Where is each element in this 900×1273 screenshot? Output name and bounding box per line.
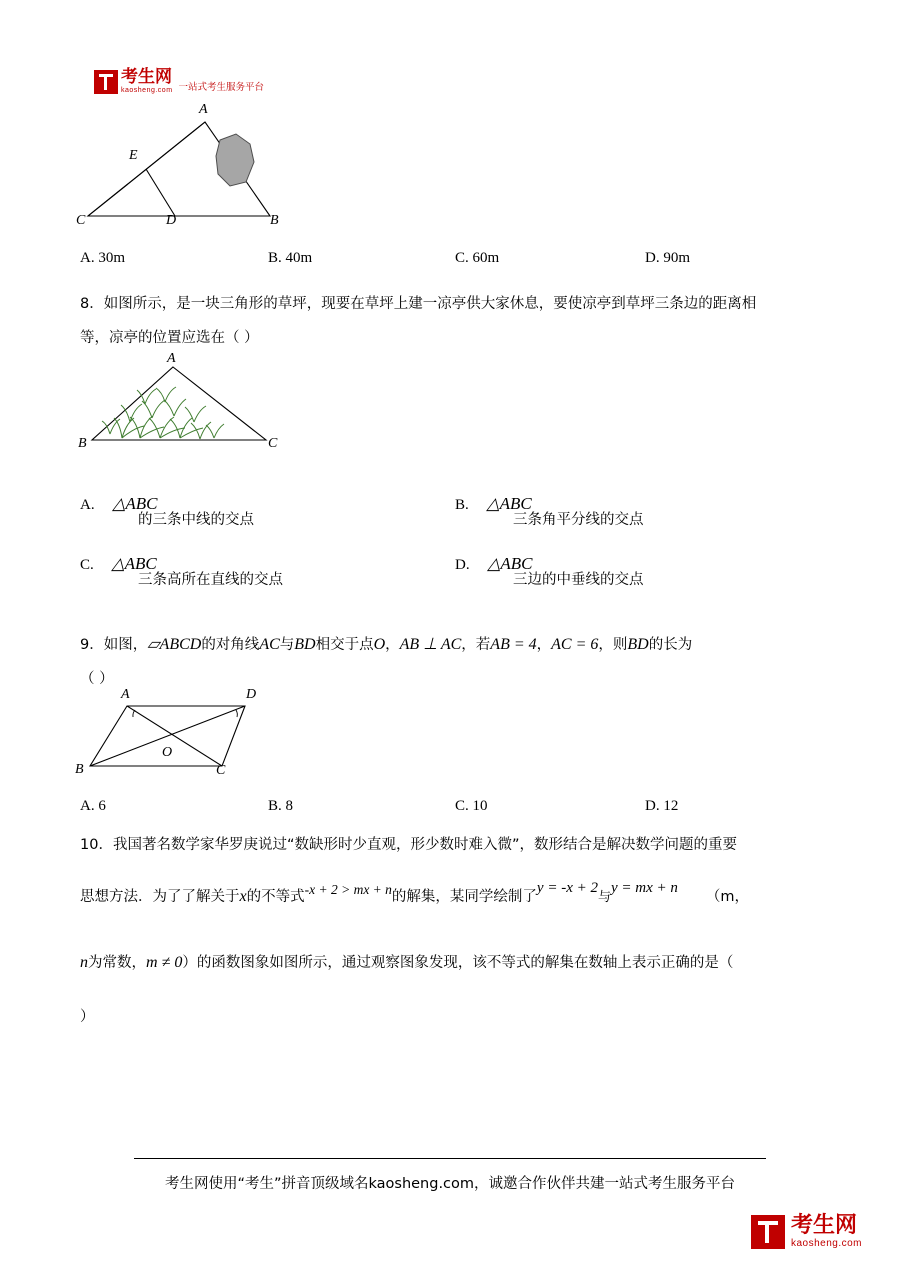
footer-text: 考生网使用“考生”拼音顶级域名kaosheng.com，诚邀合作伙伴共建一站式考生服务平台 — [164, 1176, 736, 1192]
q9-stem-line2: （ ） — [80, 671, 114, 687]
q8-option-d-text: 三边的中垂线的交点 — [513, 572, 644, 588]
q10-line2-d: 与 — [597, 890, 611, 905]
logo-domain: kaosheng.com — [121, 87, 173, 94]
q9-option-c[interactable] — [455, 798, 488, 815]
q9-option-b-text: 8 — [285, 798, 294, 814]
q10-line1: 我国著名数学家华罗庚说过“数缺形时少直观，形少数时难入微”，数形结合是解决数学问题的重要 — [112, 837, 737, 853]
q8-stem-line1: 如图所示，是一块三角形的草坪，现要在草坪上建一凉亭供大家休息，要使凉亭到草坪三条边的距离相 — [103, 296, 757, 312]
q10-line3-b: 为常数， — [88, 955, 146, 971]
footer-logo-mark-icon — [751, 1215, 785, 1249]
q7-option-d-text: 90m — [663, 250, 691, 266]
q10-stem-line1 — [80, 828, 870, 862]
q9-stem — [80, 628, 860, 662]
q9-option-a[interactable] — [80, 798, 106, 815]
figure-parallelogram — [70, 688, 290, 788]
figure-7-label-D: D — [166, 213, 177, 228]
q7-option-c-text: 60m — [472, 250, 500, 266]
logo-title: 考生网 — [121, 67, 172, 86]
q7-option-a-letter: A. — [80, 250, 95, 266]
logo-slogan: 一站式考生服务平台 — [178, 82, 265, 93]
q7-option-b[interactable] — [268, 250, 312, 267]
logo-text — [121, 68, 173, 94]
q10-condition-m: m ≠ 0 — [146, 954, 183, 971]
q8-option-c[interactable] — [80, 554, 283, 588]
figure-9-label-C: C — [216, 763, 226, 778]
q9-stem-p4: 与 — [279, 637, 295, 653]
q9-stem-math-abperp: AB ⊥ AC — [399, 636, 462, 653]
q8-option-c-text: 三条高所在直线的交点 — [138, 572, 283, 588]
q10-line2-e: （m， — [705, 889, 750, 905]
figure-9-label-B: B — [75, 762, 84, 777]
q9-option-d-text: 12 — [663, 798, 679, 814]
logo-mark-icon — [94, 70, 118, 94]
q10-line2-b: 的不等式 — [246, 889, 305, 905]
q9-option-b-letter: B. — [268, 798, 282, 814]
figure-7-label-A: A — [199, 102, 208, 117]
q7-option-b-letter: B. — [268, 250, 282, 266]
q9-stem-p16: 的长为 — [648, 637, 693, 653]
figure-8-svg — [70, 352, 300, 452]
q9-stem-p10: ，若 — [461, 637, 491, 653]
q7-option-c-letter: C. — [455, 250, 469, 266]
footer-logo-domain: kaosheng.com — [790, 1238, 862, 1249]
figure-9-label-O: O — [162, 745, 173, 760]
site-logo — [94, 62, 264, 94]
q8-option-c-math: △ABC — [111, 554, 157, 573]
q9-option-c-text: 10 — [472, 798, 488, 814]
q9-option-b[interactable] — [268, 798, 293, 815]
q9-stem-p8: ， — [385, 637, 400, 653]
q8-option-d-math: △ABC — [487, 554, 533, 573]
footer-logo-title: 考生网 — [790, 1212, 857, 1237]
q9-stem-math-ab4: AB = 4 — [490, 636, 537, 653]
figure-9-svg — [70, 688, 290, 788]
q7-option-d[interactable] — [645, 250, 690, 267]
q9-stem-p0: 如图， — [103, 637, 148, 653]
footer-divider — [134, 1158, 766, 1159]
q8-stem-line2-wrap — [80, 321, 840, 355]
q9-option-d-letter: D. — [645, 798, 660, 814]
q7-option-b-text: 40m — [285, 250, 313, 266]
q8-option-a-letter: A. — [80, 497, 95, 513]
figure-8-label-C: C — [268, 436, 278, 451]
q9-stem-math-bd2: BD — [627, 636, 649, 653]
q9-option-a-text: 6 — [98, 798, 106, 814]
q9-stem-p12: ， — [536, 637, 552, 653]
q8-option-b-math: △ABC — [486, 494, 532, 513]
figure-7-label-C: C — [76, 213, 86, 228]
figure-7-svg — [70, 100, 330, 230]
q9-stem-p6: 相交于点 — [315, 637, 374, 653]
q10-line3-c: ）的函数图象如图所示，通过观察图象发现，该不等式的解集在数轴上表示正确的是（ — [182, 955, 734, 971]
q9-option-c-letter: C. — [455, 798, 469, 814]
q8-option-d[interactable] — [455, 554, 644, 588]
figure-7-label-B: B — [270, 213, 279, 228]
q9-stem-math-abcd: ▱ABCD — [147, 636, 202, 653]
q8-option-b-text: 三条角平分线的交点 — [513, 512, 644, 528]
figure-8-label-A: A — [167, 351, 176, 366]
q10-var-x: x — [239, 888, 247, 905]
q10-inequality: -x + 2 > mx + n — [304, 882, 392, 897]
q10-function-1: y = -x + 2 — [536, 880, 598, 896]
figure-8-label-B: B — [78, 436, 87, 451]
figure-triangle-shaded — [70, 100, 330, 230]
q10-number: 10． — [80, 837, 113, 853]
q9-stem-p2: 的对角线 — [201, 637, 260, 653]
q10-stem-line3 — [80, 946, 880, 980]
footer-logo — [751, 1214, 862, 1249]
q9-stem-math-ac: AC — [259, 636, 280, 653]
q8-option-d-letter: D. — [455, 557, 470, 573]
q10-line4: ） — [80, 1009, 95, 1025]
q7-option-d-letter: D. — [645, 250, 660, 266]
q9-number: 9． — [80, 637, 104, 653]
q8-option-a-text: 的三条中线的交点 — [138, 512, 254, 528]
q7-option-a[interactable] — [80, 250, 125, 267]
q10-line2-a: 思想方法．为了了解关于 — [80, 889, 240, 905]
q10-line2-c: 的解集，某同学绘制了 — [391, 889, 537, 905]
figure-triangle-lawn — [70, 352, 300, 452]
q8-option-c-letter: C. — [80, 557, 94, 573]
q8-stem-line2: 等，凉亭的位置应选在（ ） — [80, 330, 259, 346]
figure-9-label-A: A — [121, 687, 130, 702]
q9-stem-math-ac6: AC = 6 — [551, 636, 599, 653]
q10-var-n: n — [80, 954, 88, 971]
q9-option-d[interactable] — [645, 798, 678, 815]
figure-9-label-D: D — [246, 687, 257, 702]
q9-option-a-letter: A. — [80, 798, 95, 814]
q9-stem-p14: ，则 — [598, 637, 628, 653]
q8-number: 8． — [80, 296, 104, 312]
q9-stem-math-bd: BD — [294, 636, 316, 653]
q8-stem — [80, 287, 840, 321]
figure-7-label-E: E — [129, 148, 138, 163]
q8-option-a-math: △ABC — [112, 494, 158, 513]
q7-option-c[interactable] — [455, 250, 499, 267]
q9-stem-math-o: O — [373, 636, 386, 653]
q8-option-a[interactable] — [80, 494, 254, 528]
q10-stem-line4 — [80, 1000, 95, 1034]
q10-function-2: y = mx + n — [611, 880, 678, 896]
q8-option-b[interactable] — [455, 494, 644, 528]
q10-stem-line2 — [80, 880, 880, 915]
q7-option-a-text: 30m — [98, 250, 126, 266]
q8-option-b-letter: B. — [455, 497, 469, 513]
